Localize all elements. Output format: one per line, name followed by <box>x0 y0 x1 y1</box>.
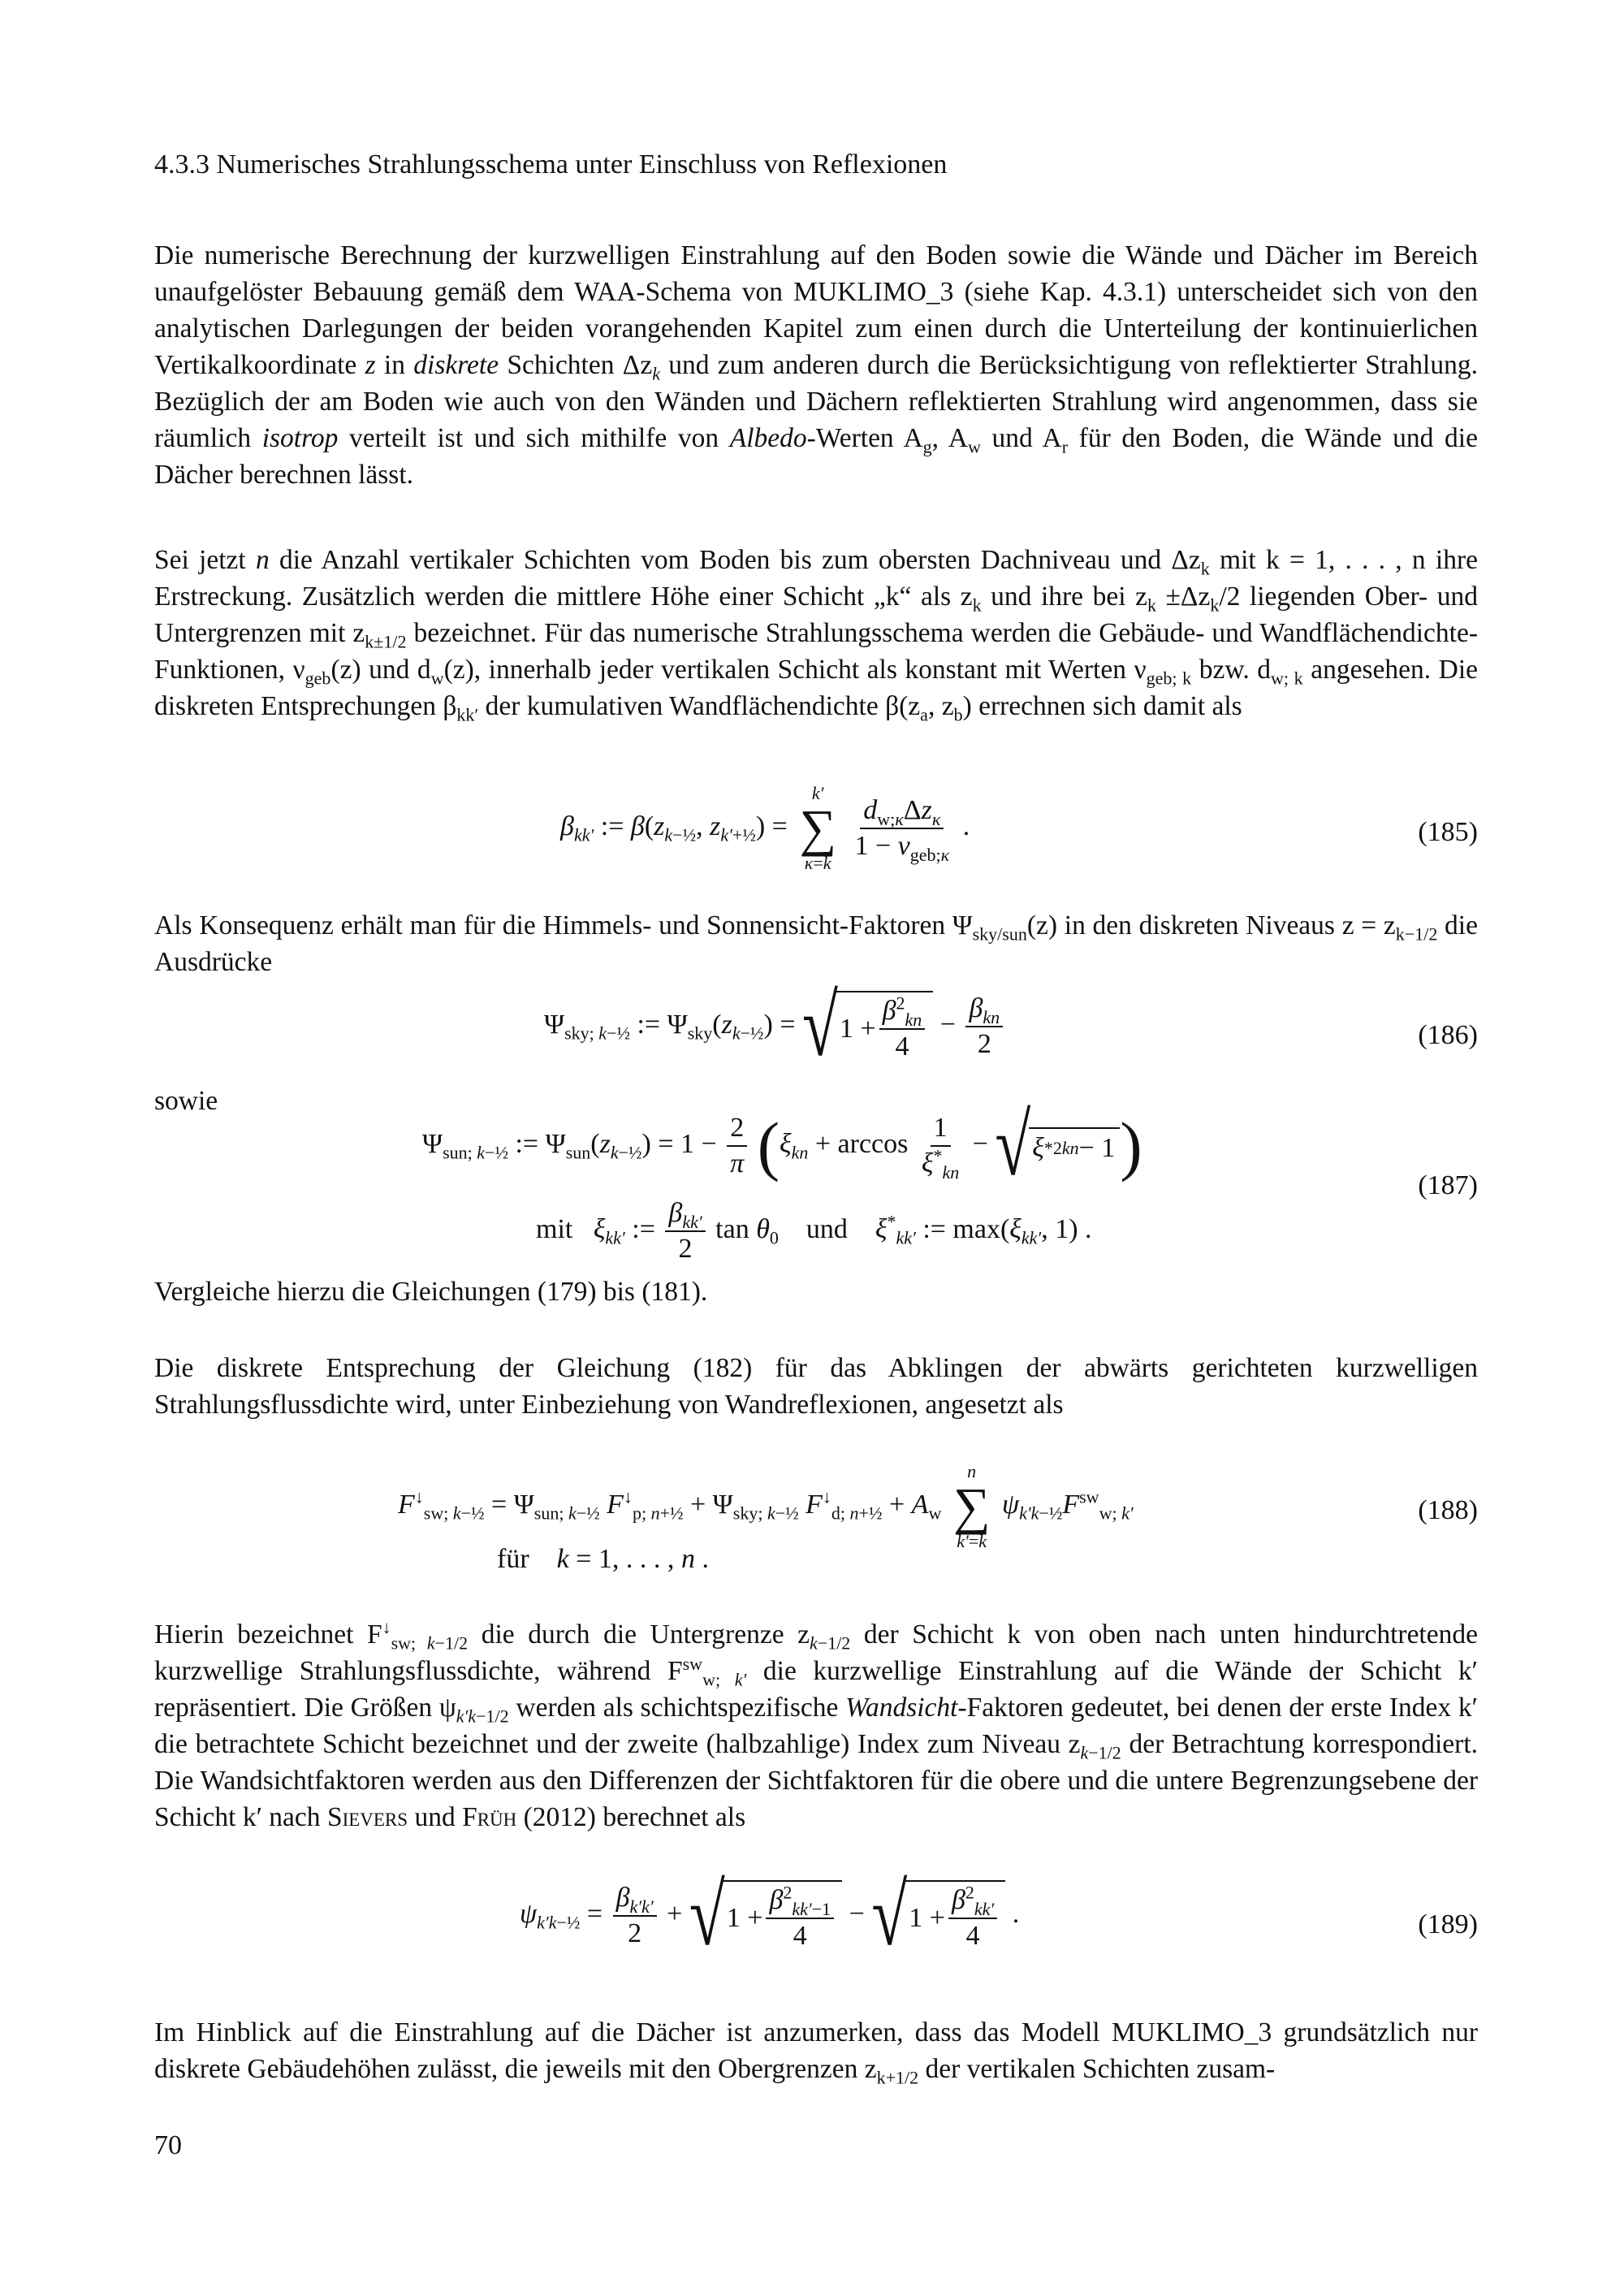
sowie-text: sowie <box>154 1086 218 1116</box>
paragraph-sky-sun: Als Konsequenz erhält man für die Himmels- und Sonnensicht-Faktoren $\Psi_{sky/sun}(z)$ in den diskreten Niveaus $z = z_{k-1/2}$ die Ausdrücke <box>154 910 1478 977</box>
paragraph-vergleiche: Vergleiche hierzu die Gleichungen (179) bis (181). <box>154 1277 708 1307</box>
page-number: 70 <box>154 2130 182 2160</box>
equation-number-187: (187) <box>1418 1170 1478 1200</box>
paragraph-wandsicht: Hierin bezeichnet $F^↓_{sw; k-1/2}$ die durch die Untergrenze $z_{k-1/2}$ der Schicht k von oben nach unten hindurchtretende kurzwellige Strahlungsflussdichte, während $F^{sw}_{w; k'}$ die kurzwellige Einstrahlung auf die Wände der Schicht k′ repräsentiert. Die Größen $\psi_{k'k-1/2}$ werden als schichtspezifische Wandsicht-Faktoren gedeutet, bei denen der erste Index k′ die betrachtete Schicht bezeichnet und der zweite (halbzahlige) Index zum Niveau $z_{k-1/2}$ der Betrachtung korrespondiert. Die Wandsichtfaktoren werden aus den Differenzen der Sichtfaktoren für die obere und die untere Begrenzungsebene der Schicht k′ nach Sievers und Früh (2012) berechnet als <box>154 1616 1479 1832</box>
equation-185: $\beta_{kk'}$ := $\beta(z_{k-\frac{1}{2}}$, $z_{k'+\frac{1}{2}}$) = k′ ∑ κ=k $\frac{d_{w;\kappa}\Delta z_\kappa}{1 - \nu_{geb;\kappa}}$ . <box>560 783 970 873</box>
equation-187-line1: $\Psi_{sun; k-\frac{1}{2}}$ := $\Psi_{sun}(z_{k-\frac{1}{2}}) = 1$ − $\frac{2}{\pi}$ ($\xi_{kn} + \arccos$ $\frac{1}{\xi^*_{kn}}$ − √ ξ *2 kn − 1 ) <box>422 1097 1142 1195</box>
equation-number-188: (188) <box>1418 1495 1478 1525</box>
equation-188-line1: $F^↓_{sw; k-\frac{1}{2}} = \Psi_{sun; k-\frac{1}{2}}$ $F^↓_{p; n+\frac{1}{2}} + \Psi_{sky; k-\frac{1}{2}}$ $F^↓_{d; n+\frac{1}{2}} + A_w$ n ∑ k′=k $\psi_{k'k-\frac{1}{2}}F^{sw}_{w; k'}$ <box>398 1461 1134 1551</box>
paragraph-roofs: Im Hinblick auf die Einstrahlung auf die Dächer ist anzumerken, dass das Modell MUKLIMO_3 grundsätzlich nur diskrete Gebäudehöhen zulässt, die jeweils mit den Obergrenzen $z_{k+1/2}$ der vertikalen Schichten zusam- <box>154 2017 1478 2088</box>
equation-186: $\Psi_{sky; k-\frac{1}{2}}$ := $\Psi_{sky}(z_{k-\frac{1}{2}})$ = √ 1 + $\frac{\beta^2_{kn}}{4}$ − $\frac{\beta_{kn}}{2}$ <box>544 991 1006 1062</box>
paragraph-layers: Sei jetzt n die Anzahl vertikaler Schichten vom Boden bis zum obersten Dachniveau und $\Delta z_k$ mit k = 1, . . . , n ihre Erstreckung. Zusätzlich werden die mittlere Höhe einer Schicht „k“ als $z_k$ und ihre bei $z_k \pm\Delta z_k/2$ liegenden Ober- und Untergrenzen mit $z_{k\pm 1/2}$ bezeichnet. Für das numerische Strahlungsschema werden die Gebäude- und Wandflächendichte-Funktionen, $\nu_{geb}(z)$ und $d_w(z)$, innerhalb jeder vertikalen Schicht als konstant mit Werten $\nu_{geb; k}$ bzw. $d_{w; k}$ angesehen. Die diskreten Entsprechungen $\beta_{kk'}$ der kumulativen Wandflächendichte $\beta(z_a$, $z_b$) errechnen sich damit als <box>154 545 1478 725</box>
equation-number-186: (186) <box>1418 1020 1478 1050</box>
section-heading: 4.3.3 Numerisches Strahlungsschema unter Einschluss von Reflexionen <box>154 149 948 179</box>
equation-number-185: (185) <box>1418 817 1478 847</box>
equation-number-189: (189) <box>1418 1909 1478 1939</box>
equation-187-line2: mit $\xi_{kk'}$ := $\frac{\beta_{kk'}}{2}$ $\tan \theta_0$ und $\xi^*_{kk'}$ := $\max(\xi_{kk'}$, 1) . <box>536 1198 1092 1264</box>
equation-189: $\psi_{k'k-\frac{1}{2}}$ = $\frac{\beta_{k'k'}}{2}$ + √ 1 + $\frac{\beta^2_{kk'-1}}{4}$ − √ 1 + $\frac{\beta^2_{kk'}}{4}$ . <box>520 1867 1020 1965</box>
paragraph-discrete: Die diskrete Entsprechung der Gleichung (182) für das Abklingen der abwärts gerichteten kurzwelligen Strahlungsflussdichte wird, unter Einbeziehung von Wandreflexionen, angesetzt als <box>154 1353 1478 1420</box>
equation-188-line2: für k = 1, . . . , n . <box>497 1544 709 1574</box>
paragraph-intro: Die numerische Berechnung der kurzwelligen Einstrahlung auf den Boden sowie die Wände und Dächer im Bereich unaufgelöster Bebauung gemäß dem WAA-Schema von MUKLIMO_3 (siehe Kap. 4.3.1) unterscheidet sich von den analytischen Darlegungen der beiden vorangehenden Kapitel zum einen durch die Unterteilung der kontinuierlichen Vertikalkoordinate z in diskrete Schichten $\Delta z_k$ und zum anderen durch die Berücksichtigung von reflektierter Strahlung. Bezüglich der am Boden wie auch von den Wänden und Dächern reflektierten Strahlung wird angenommen, dass sie räumlich isotrop verteilt ist und sich mithilfe von Albedo-Werten $A_g$, $A_w$ und $A_r$ für den Boden, die Wände und die Dächer berechnen lässt. <box>154 240 1478 490</box>
